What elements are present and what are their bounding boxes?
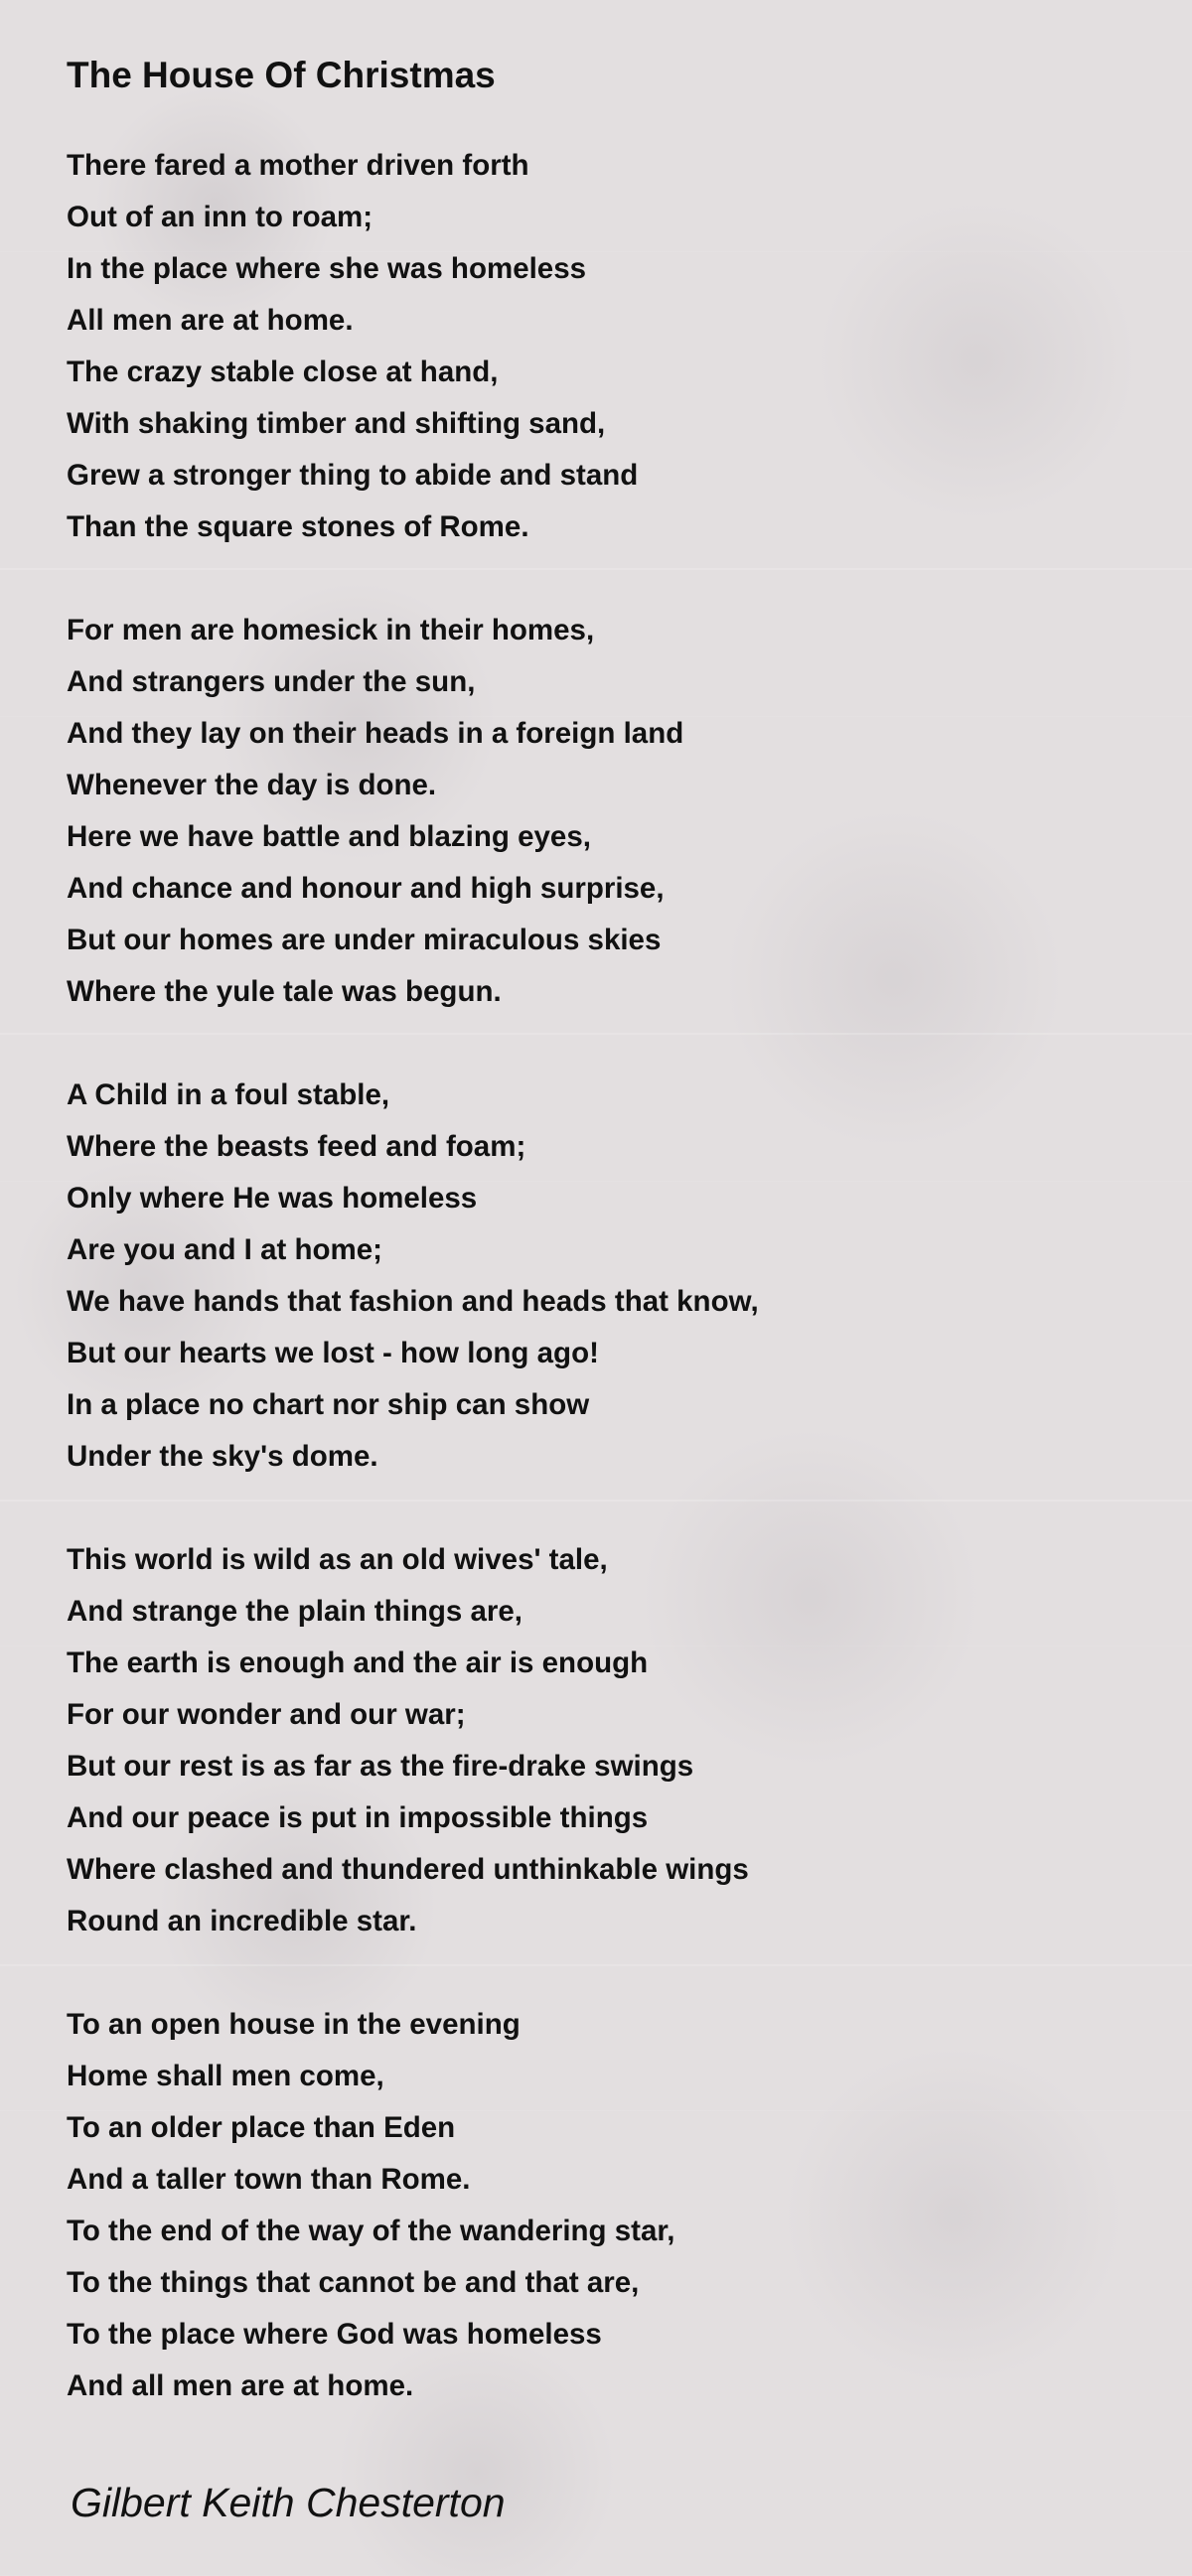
poem-line: To an older place than Eden — [67, 2111, 456, 2144]
poem-line: A Child in a foul stable, — [67, 1078, 390, 1111]
poem-line: Where clashed and thundered unthinkable wings — [67, 1853, 749, 1886]
poem-line: The earth is enough and the air is enough — [67, 1646, 649, 1679]
poem-line: Grew a stronger thing to abide and stand — [67, 459, 639, 492]
stanza-5 — [67, 1999, 1139, 2412]
stanza-2 — [67, 605, 1139, 1018]
poem-line: Than the square stones of Rome. — [67, 510, 529, 543]
poem — [67, 50, 1139, 2464]
stanza-1 — [67, 140, 1139, 553]
poem-line: Home shall men come, — [67, 2060, 384, 2092]
poem-title: The House Of Christmas — [67, 55, 496, 95]
poem-line: And strange the plain things are, — [67, 1595, 522, 1628]
stanza-4 — [67, 1534, 1139, 1947]
poem-line: And strangers under the sun, — [67, 665, 476, 698]
poem-line: And chance and honour and high surprise, — [67, 872, 665, 905]
poem-line: In a place no chart nor ship can show — [67, 1388, 590, 1421]
stanza-3 — [67, 1070, 1139, 1483]
poem-line: Where the yule tale was begun. — [67, 975, 502, 1008]
poem-line: To the end of the way of the wandering star, — [67, 2215, 675, 2247]
poem-line: Round an incredible star. — [67, 1905, 417, 1937]
poem-line: Only where He was homeless — [67, 1182, 478, 1215]
poem-line: To the place where God was homeless — [67, 2318, 602, 2351]
poem-line: This world is wild as an old wives' tale, — [67, 1543, 608, 1576]
poem-line: There fared a mother driven forth — [67, 149, 529, 182]
poem-line: Are you and I at home; — [67, 1233, 382, 1266]
poem-line: We have hands that fashion and heads that know, — [67, 1285, 759, 1318]
poem-line: The crazy stable close at hand, — [67, 356, 499, 388]
poem-line: To an open house in the evening — [67, 2008, 521, 2041]
poem-line: Here we have battle and blazing eyes, — [67, 820, 591, 853]
poem-line: But our rest is as far as the fire-drake swings — [67, 1750, 694, 1783]
poem-line: With shaking timber and shifting sand, — [67, 407, 606, 440]
poem-line: And all men are at home. — [67, 2369, 414, 2402]
poem-line: And a taller town than Rome. — [67, 2163, 471, 2196]
poem-line: Under the sky's dome. — [67, 1440, 378, 1473]
poem-line: And they lay on their heads in a foreign land — [67, 717, 684, 750]
poem-line: But our hearts we lost - how long ago! — [67, 1337, 599, 1369]
poem-line: For men are homesick in their homes, — [67, 614, 595, 646]
poem-line: All men are at home. — [67, 304, 354, 337]
poem-line: But our homes are under miraculous skies — [67, 924, 662, 956]
poem-line: And our peace is put in impossible things — [67, 1801, 649, 1834]
poem-line: Where the beasts feed and foam; — [67, 1130, 526, 1163]
poem-line: Out of an inn to roam; — [67, 201, 373, 233]
poem-line: In the place where she was homeless — [67, 252, 587, 285]
poem-line: Whenever the day is done. — [67, 769, 437, 801]
poem-line: To the things that cannot be and that are, — [67, 2266, 640, 2299]
poem-line: For our wonder and our war; — [67, 1698, 466, 1731]
poem-author: Gilbert Keith Chesterton — [71, 2480, 506, 2525]
